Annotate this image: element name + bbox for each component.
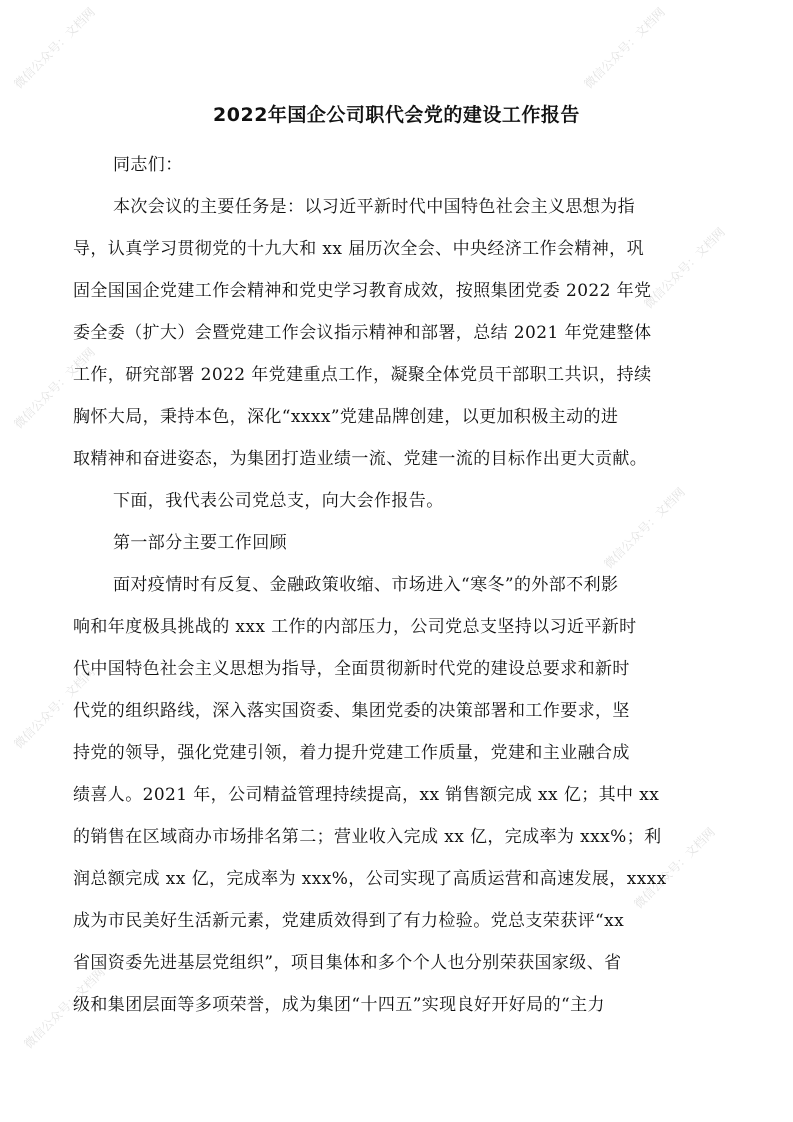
watermark: 微信公众号：文档网: [641, 225, 728, 312]
watermark: 微信公众号：文档网: [11, 345, 98, 432]
watermark: 微信公众号：文档网: [581, 5, 668, 92]
paragraph-line: 成为市民美好生活新元素，党建质效得到了有力检验。党总支荣获评“xx: [73, 911, 625, 931]
paragraph-line: 持党的领导，强化党建引领，着力提升党建工作质量，党建和主业融合成: [73, 743, 630, 763]
watermark: 微信公众号：文档网: [11, 665, 98, 752]
paragraph-line: 代党的组织路线，深入落实国资委、集团党委的决策部署和工作要求，坚: [73, 701, 630, 721]
paragraph-line: 导，认真学习贯彻党的十九大和 xx 届历次全会、中央经济工作会精神，巩: [73, 239, 644, 259]
salutation: 同志们：: [113, 155, 183, 175]
paragraph-line: 润总额完成 xx 亿，完成率为 xxx%，公司实现了高质运营和高速发展，xxxx: [73, 869, 667, 889]
watermark: 微信公众号：文档网: [631, 825, 718, 912]
paragraph-line: 的销售在区域商办市场排名第二；营业收入完成 xx 亿，完成率为 xxx%；利: [73, 827, 662, 847]
paragraph-line: 代中国特色社会主义思想为指导，全面贯彻新时代党的建设总要求和新时: [73, 659, 630, 679]
paragraph-line: 本次会议的主要任务是：以习近平新时代中国特色社会主义思想为指: [113, 197, 635, 217]
paragraph-line: 省国资委先进基层党组织”，项目集体和多个个人也分别荣获国家级、省: [73, 953, 622, 973]
paragraph-line: 响和年度极具挑战的 xxx 工作的内部压力，公司党总支坚持以习近平新时: [73, 617, 637, 637]
paragraph-line: 面对疫情时有反复、金融政策收缩、市场进入“寒冬”的外部不利影: [113, 575, 619, 595]
paragraph-line: 下面，我代表公司党总支，向大会作报告。: [113, 491, 444, 511]
paragraph-line: 委全委（扩大）会暨党建工作会议指示精神和部署，总结 2021 年党建整体: [73, 323, 652, 343]
watermark: 微信公众号：文档网: [11, 5, 98, 92]
paragraph-line: 工作，研究部署 2022 年党建重点工作，凝聚全体党员干部职工共识，持续: [73, 365, 652, 385]
document-title: 2022年国企公司职代会党的建设工作报告: [213, 104, 580, 126]
paragraph-line: 固全国国企党建工作会精神和党史学习教育成效，按照集团党委 2022 年党: [73, 281, 652, 301]
paragraph-line: 级和集团层面等多项荣誉，成为集团“十四五”实现良好开好局的“主力: [73, 995, 605, 1015]
paragraph-line: 取精神和奋进姿态，为集团打造业绩一流、党建一流的目标作出更大贡献。: [73, 449, 648, 469]
section-heading: 第一部分主要工作回顾: [113, 533, 287, 553]
paragraph-line: 胸怀大局，秉持本色，深化“xxxx”党建品牌创建，以更加积极主动的进: [73, 407, 619, 427]
watermark: 微信公众号：文档网: [601, 485, 688, 572]
paragraph-line: 绩喜人。2021 年，公司精益管理持续提高，xx 销售额完成 xx 亿；其中 xx: [73, 785, 660, 805]
watermark: 微信公众号：文档网: [21, 965, 108, 1052]
